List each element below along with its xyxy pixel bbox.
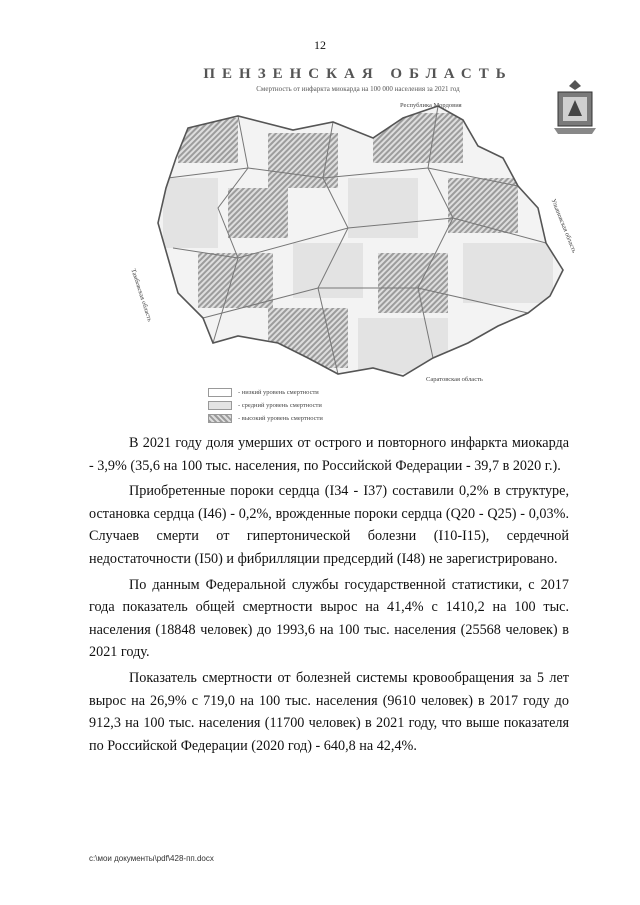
paragraph-circulatory-mortality: Показатель смертности от болезней системы кровообращения за 5 лет вырос на 26,9% с 719,0 на 100 тыс. населения (9610 человек) в 2017 году до 912,3 на 100 тыс. населения (11700 человек) в 2021 году, что выше показателя по Российской Федерации (2020 год) - 640,8 на 42,4%. [89,669,569,754]
legend-swatch-low [208,388,232,397]
paragraph-general-mortality: По данным Федеральной службы государственной статистики, с 2017 года показатель общей смертности вырос на 41,4% с 1410,2 на 100 тыс. населения (18848 человек) до 1993,6 на 100 тыс. населения (25568 человек) в 2021 году. [89,576,569,661]
document-body [89,432,569,760]
map-legend [208,386,323,425]
legend-label-high: - высокий уровень смертности [238,415,323,422]
file-path-footer: c:\мои документы\pdf\428-пп.docx [89,854,214,863]
map-graphic [118,58,618,430]
paragraph-infarction-share: В 2021 году доля умерших от острого и повторного инфаркта миокарда - 3,9% (35,6 на 100 тыс. населения, по Российской Федерации - 39,7 в 2020 г.). [89,435,569,474]
legend-swatch-high [208,414,232,423]
map-title: ПЕНЗЕНСКАЯ ОБЛАСТЬ [203,66,513,82]
coat-of-arms-icon [550,78,600,136]
legend-label-mid: - средний уровень смертности [238,402,322,409]
mortality-map [118,58,618,430]
legend-item-mid [208,399,323,412]
paragraph-heart-defects: Приобретенные пороки сердца (I34 - I37) составили 0,2% в структуре, остановка сердца (I46) - 0,2%, врожденные пороки сердца (Q20 - Q25) - 0,03%. Случаев смерти от гипертонической болезни (I10-I15), сердечной недостаточности (I50) и фибрилляции предсердий (I48) не зарегистрировано. [89,483,569,567]
neighbor-label-saratov: Саратовская область [426,376,483,383]
legend-item-low [208,386,323,399]
map-subtitle: Смертность от инфаркта миокарда на 100 000 населения за 2021 год [256,85,460,93]
page-number: 12 [314,38,326,52]
legend-item-high [208,412,323,425]
neighbor-label-tambov: Тамбовская область [129,268,154,323]
neighbor-label-mordovia: Республика Мордовия [400,102,462,109]
legend-swatch-mid [208,401,232,410]
neighbor-label-ulyanovsk: Ульяновская область [549,198,578,254]
legend-label-low: - низкий уровень смертности [238,389,319,396]
